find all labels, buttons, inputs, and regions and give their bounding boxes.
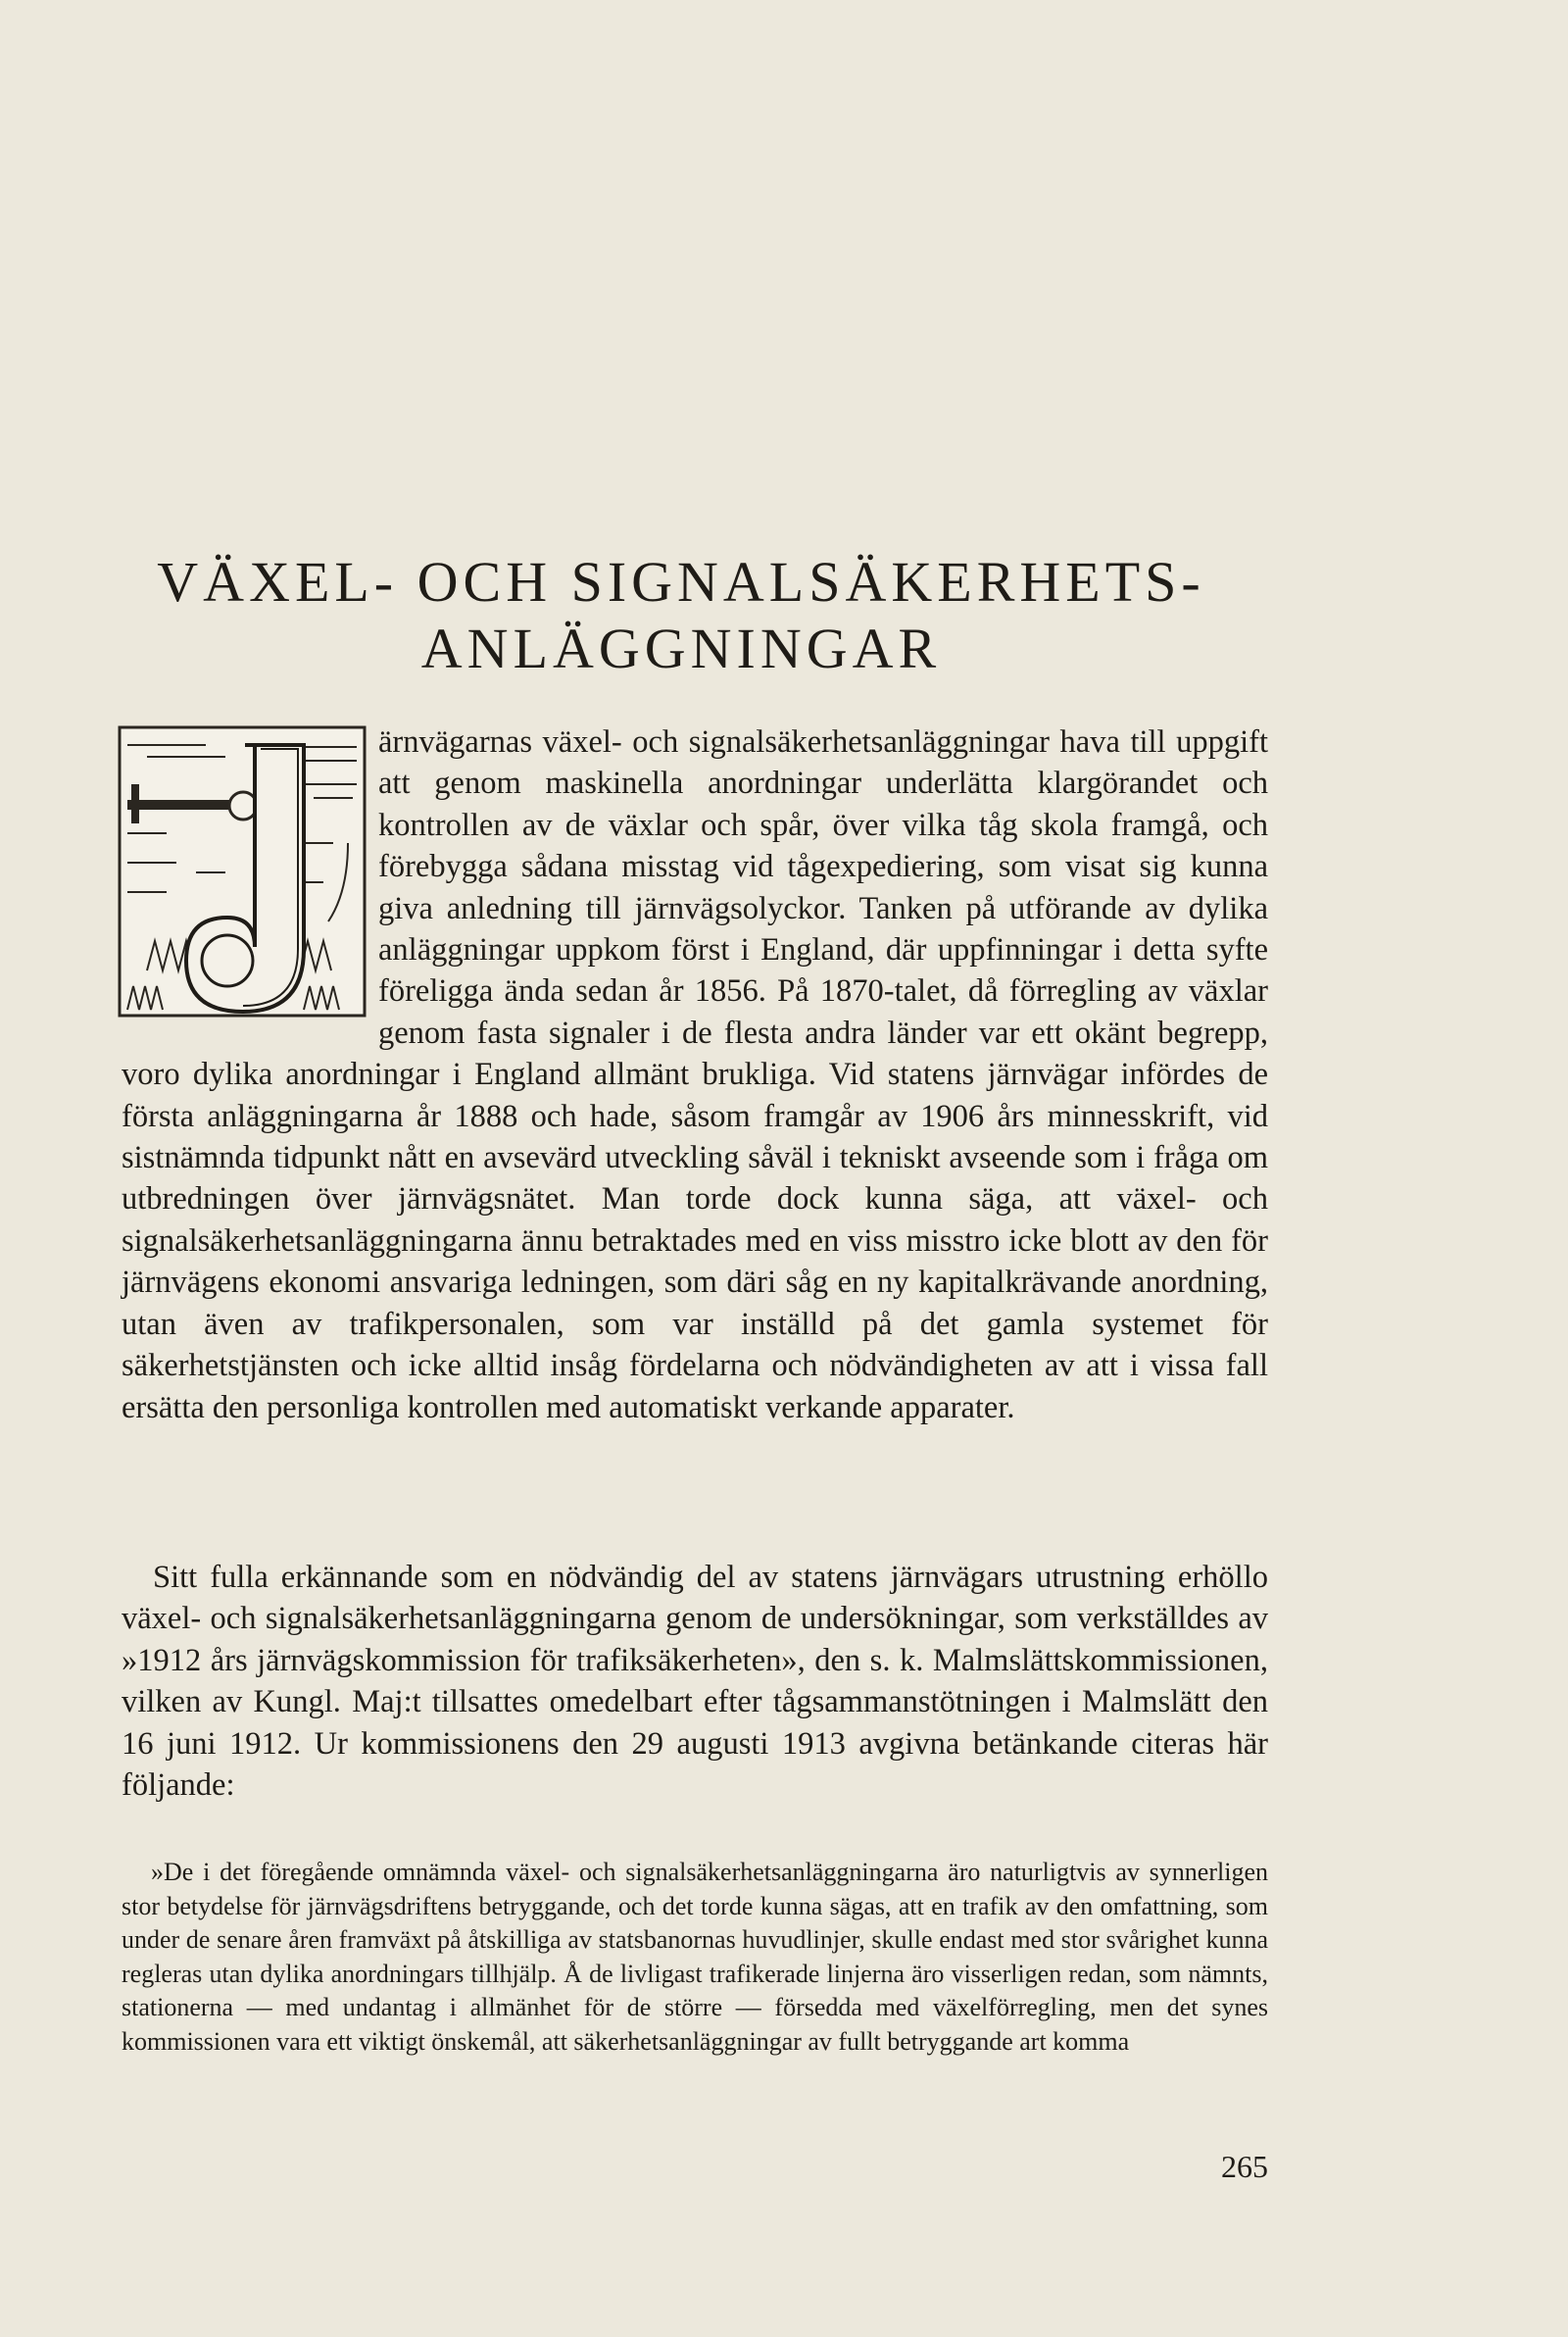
chapter-title-line-2: ANLÄGGNINGAR [420, 617, 942, 680]
paragraph-1-text: ärnvägarnas växel- och signalsäkerhetsanläggningar hava till uppgift att genom maskinella anordningar underlätta klargörandet och kontrollen av de växlar och spår, över vilka tåg skola framgå, och förebygga sådana misstag vid tågexpediering, som visat sig kunna giva anledning till järnvägsolyckor. Tanken på utförande av dylika anläggningar uppkom först i England, där uppfinningar i detta syfte föreligga ända sedan år 1856. På 1870-talet, då förregling av växlar genom fasta signaler i de flesta andra länder var ett okänt begrepp, voro dylika anordningar i England allmänt brukliga. Vid statens järnvägar infördes de första anläggningarna år 1888 och hade, såsom framgår av 1906 års minnesskrift, vid sistnämnda tidpunkt nått en avsevärd utveckling såväl i tekniskt avseende som i fråga om utbredningen över järnvägsnätet. Man torde dock kunna säga, att växel- och signalsäkerhetsanläggningarna ännu betraktades med en viss misstro icke blott av den för järnvägens ekonomi ansvariga ledningen, som däri såg en ny kapitalkrävande anordning, utan även av trafikpersonalen, som var inställd på det gamla systemet för säkerhetstjänsten och icke alltid insåg fördelarna och nödvändigheten av att i vissa fall ersätta den personliga kontrollen med automatiskt verkande apparater. [122, 724, 1268, 1425]
paragraph-2-text: Sitt fulla erkännande som en nödvändig del av statens järnvägars utrustning erhöllo växel- och signalsäkerhetsanläggningarna genom de undersökningar, som verkställdes av »1912 års järnvägskommission för trafiksäkerheten», den s. k. Malmslättskommissionen, vilken av Kungl. Maj:t tillsattes omedelbart efter tågsammanstötningen i Malmslätt den 16 juni 1912. Ur kommissionens den 29 augusti 1913 avgivna betänkande citeras här följande: [122, 1560, 1268, 1804]
quotation-paragraph [122, 1856, 1268, 2060]
paragraph-1 [122, 721, 1268, 1428]
page-number: 265 [1221, 2149, 1268, 2184]
paragraph-2 [122, 1557, 1268, 1806]
decorative-initial-j [118, 725, 367, 1018]
chapter-title-line-1: VÄXEL- OCH SIGNALSÄKERHETS- [157, 550, 1205, 614]
chapter-title [157, 549, 1205, 682]
quotation-text: »De i det föregående omnämnda växel- och signalsäkerhetsanläggningarna äro naturligtvis av synnerligen stor betydelse för järnvägsdriftens betryggande, och det torde kunna sägas, att en trafik av den omfattning, som under de senare åren framväxt på åtskilliga av statsbanornas huvudlinjer, skulle endast med stor svårighet kunna regleras utan dylika anordningars tillhjälp. Å de livligast trafikerade linjerna äro visserligen redan, som nämnts, stationerna — med undantag i allmänhet för de större — försedda med växelförregling, men det synes kommissionen vara ett viktigt önskemål, att säkerhetsanläggningar av fullt betryggande art komma [122, 1858, 1268, 2056]
